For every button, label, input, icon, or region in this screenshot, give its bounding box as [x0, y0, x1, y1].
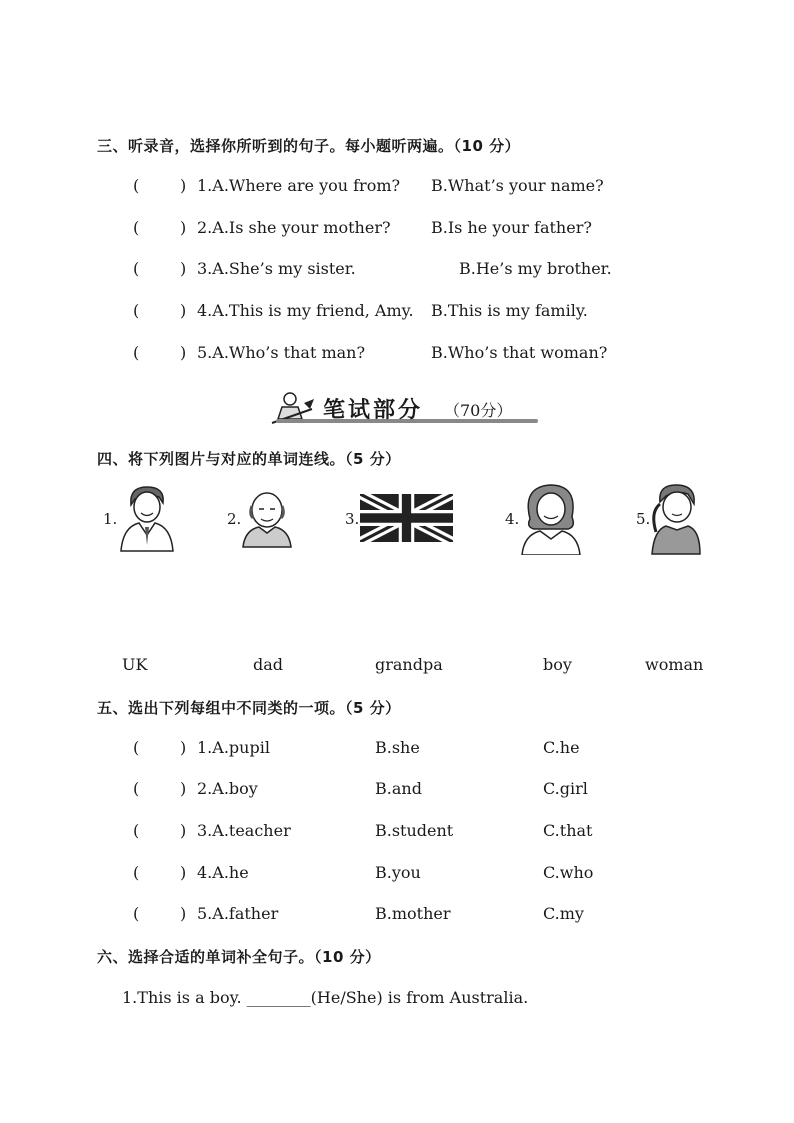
mascot-pencil-icon — [268, 389, 318, 429]
picture-number: 1. — [103, 510, 118, 528]
answer-blank-close: ) — [180, 259, 187, 278]
answer-blank-open[interactable]: ( — [133, 259, 140, 278]
option-c: C.my — [543, 904, 584, 923]
option-a: 5.A.Who’s that man? — [197, 343, 366, 362]
picture-number: 4. — [505, 510, 520, 528]
option-b: B.she — [375, 738, 420, 757]
answer-blank-close: ) — [180, 176, 187, 195]
answer-blank-open[interactable]: ( — [133, 218, 140, 237]
question-row — [0, 821, 794, 843]
option-b: B.Is he your father? — [431, 218, 592, 237]
section5-heading: 五、选出下列每组中不同类的一项。（5 分） — [97, 699, 401, 717]
grandpa-icon — [239, 488, 295, 548]
match-word: UK — [122, 655, 148, 674]
picture-number: 3. — [345, 510, 360, 528]
option-a: 3.A.teacher — [197, 821, 291, 840]
option-a: 2.A.Is she your mother? — [197, 218, 391, 237]
answer-blank-open[interactable]: ( — [133, 176, 140, 195]
option-b: B.Who’s that woman? — [431, 343, 608, 362]
question-row — [0, 738, 794, 760]
answer-blank-close: ) — [180, 301, 187, 320]
match-word: boy — [543, 655, 572, 674]
woman-icon — [516, 479, 586, 555]
answer-blank-close: ) — [180, 863, 187, 882]
option-b: B.mother — [375, 904, 451, 923]
option-a: 5.A.father — [197, 904, 279, 923]
question-row — [0, 863, 794, 885]
option-b: B.He’s my brother. — [459, 259, 612, 278]
picture-number: 5. — [636, 510, 651, 528]
option-a: 1.A.Where are you from? — [197, 176, 401, 195]
match-word: dad — [253, 655, 284, 674]
question-row — [0, 343, 794, 365]
answer-blank-close: ) — [180, 738, 187, 757]
question-row — [0, 176, 794, 198]
option-b: B.This is my family. — [431, 301, 588, 320]
answer-blank-open[interactable]: ( — [133, 904, 140, 923]
section6-heading: 六、选择合适的单词补全句子。（10 分） — [97, 948, 381, 966]
option-a: 1.A.pupil — [197, 738, 270, 757]
option-c: C.that — [543, 821, 593, 840]
option-b: B.and — [375, 779, 422, 798]
option-c: C.who — [543, 863, 594, 882]
section3-heading: 三、听录音，选择你所听到的句子。每小题听两遍。（10 分） — [97, 137, 521, 155]
boy-icon — [648, 482, 704, 556]
option-b: B.student — [375, 821, 454, 840]
question-row — [0, 218, 794, 240]
written-part-banner — [268, 389, 538, 429]
option-b: B.What’s your name? — [431, 176, 604, 195]
answer-blank-close: ) — [180, 904, 187, 923]
option-a: 4.A.This is my friend, Amy. — [197, 301, 414, 320]
option-a: 4.A.he — [197, 863, 249, 882]
picture-number: 2. — [227, 510, 242, 528]
answer-blank-close: ) — [180, 343, 187, 362]
option-a: 3.A.She’s my sister. — [197, 259, 356, 278]
match-word: woman — [645, 655, 704, 674]
answer-blank-close: ) — [180, 821, 187, 840]
match-word: grandpa — [375, 655, 443, 674]
answer-blank-open[interactable]: ( — [133, 301, 140, 320]
answer-blank-close: ) — [180, 218, 187, 237]
section4-heading: 四、将下列图片与对应的单词连线。（5 分） — [97, 450, 401, 468]
banner-title: 笔试部分 — [323, 398, 424, 423]
option-c: C.girl — [543, 779, 588, 798]
option-a: 2.A.boy — [197, 779, 258, 798]
uk-flag-icon — [360, 494, 453, 542]
answer-blank-open[interactable]: ( — [133, 779, 140, 798]
answer-blank-open[interactable]: ( — [133, 343, 140, 362]
question-row — [0, 259, 794, 281]
answer-blank-close: ) — [180, 779, 187, 798]
option-b: B.you — [375, 863, 421, 882]
answer-blank-open[interactable]: ( — [133, 738, 140, 757]
man-icon — [115, 483, 177, 553]
question-row — [0, 301, 794, 323]
banner-score: （70分） — [444, 401, 513, 420]
question-row — [0, 779, 794, 801]
answer-blank-open[interactable]: ( — [133, 863, 140, 882]
option-c: C.he — [543, 738, 580, 757]
question-row — [0, 904, 794, 926]
fill-blank-sentence[interactable]: 1.This is a boy. ________(He/She) is from Australia. — [122, 988, 529, 1007]
answer-blank-open[interactable]: ( — [133, 821, 140, 840]
